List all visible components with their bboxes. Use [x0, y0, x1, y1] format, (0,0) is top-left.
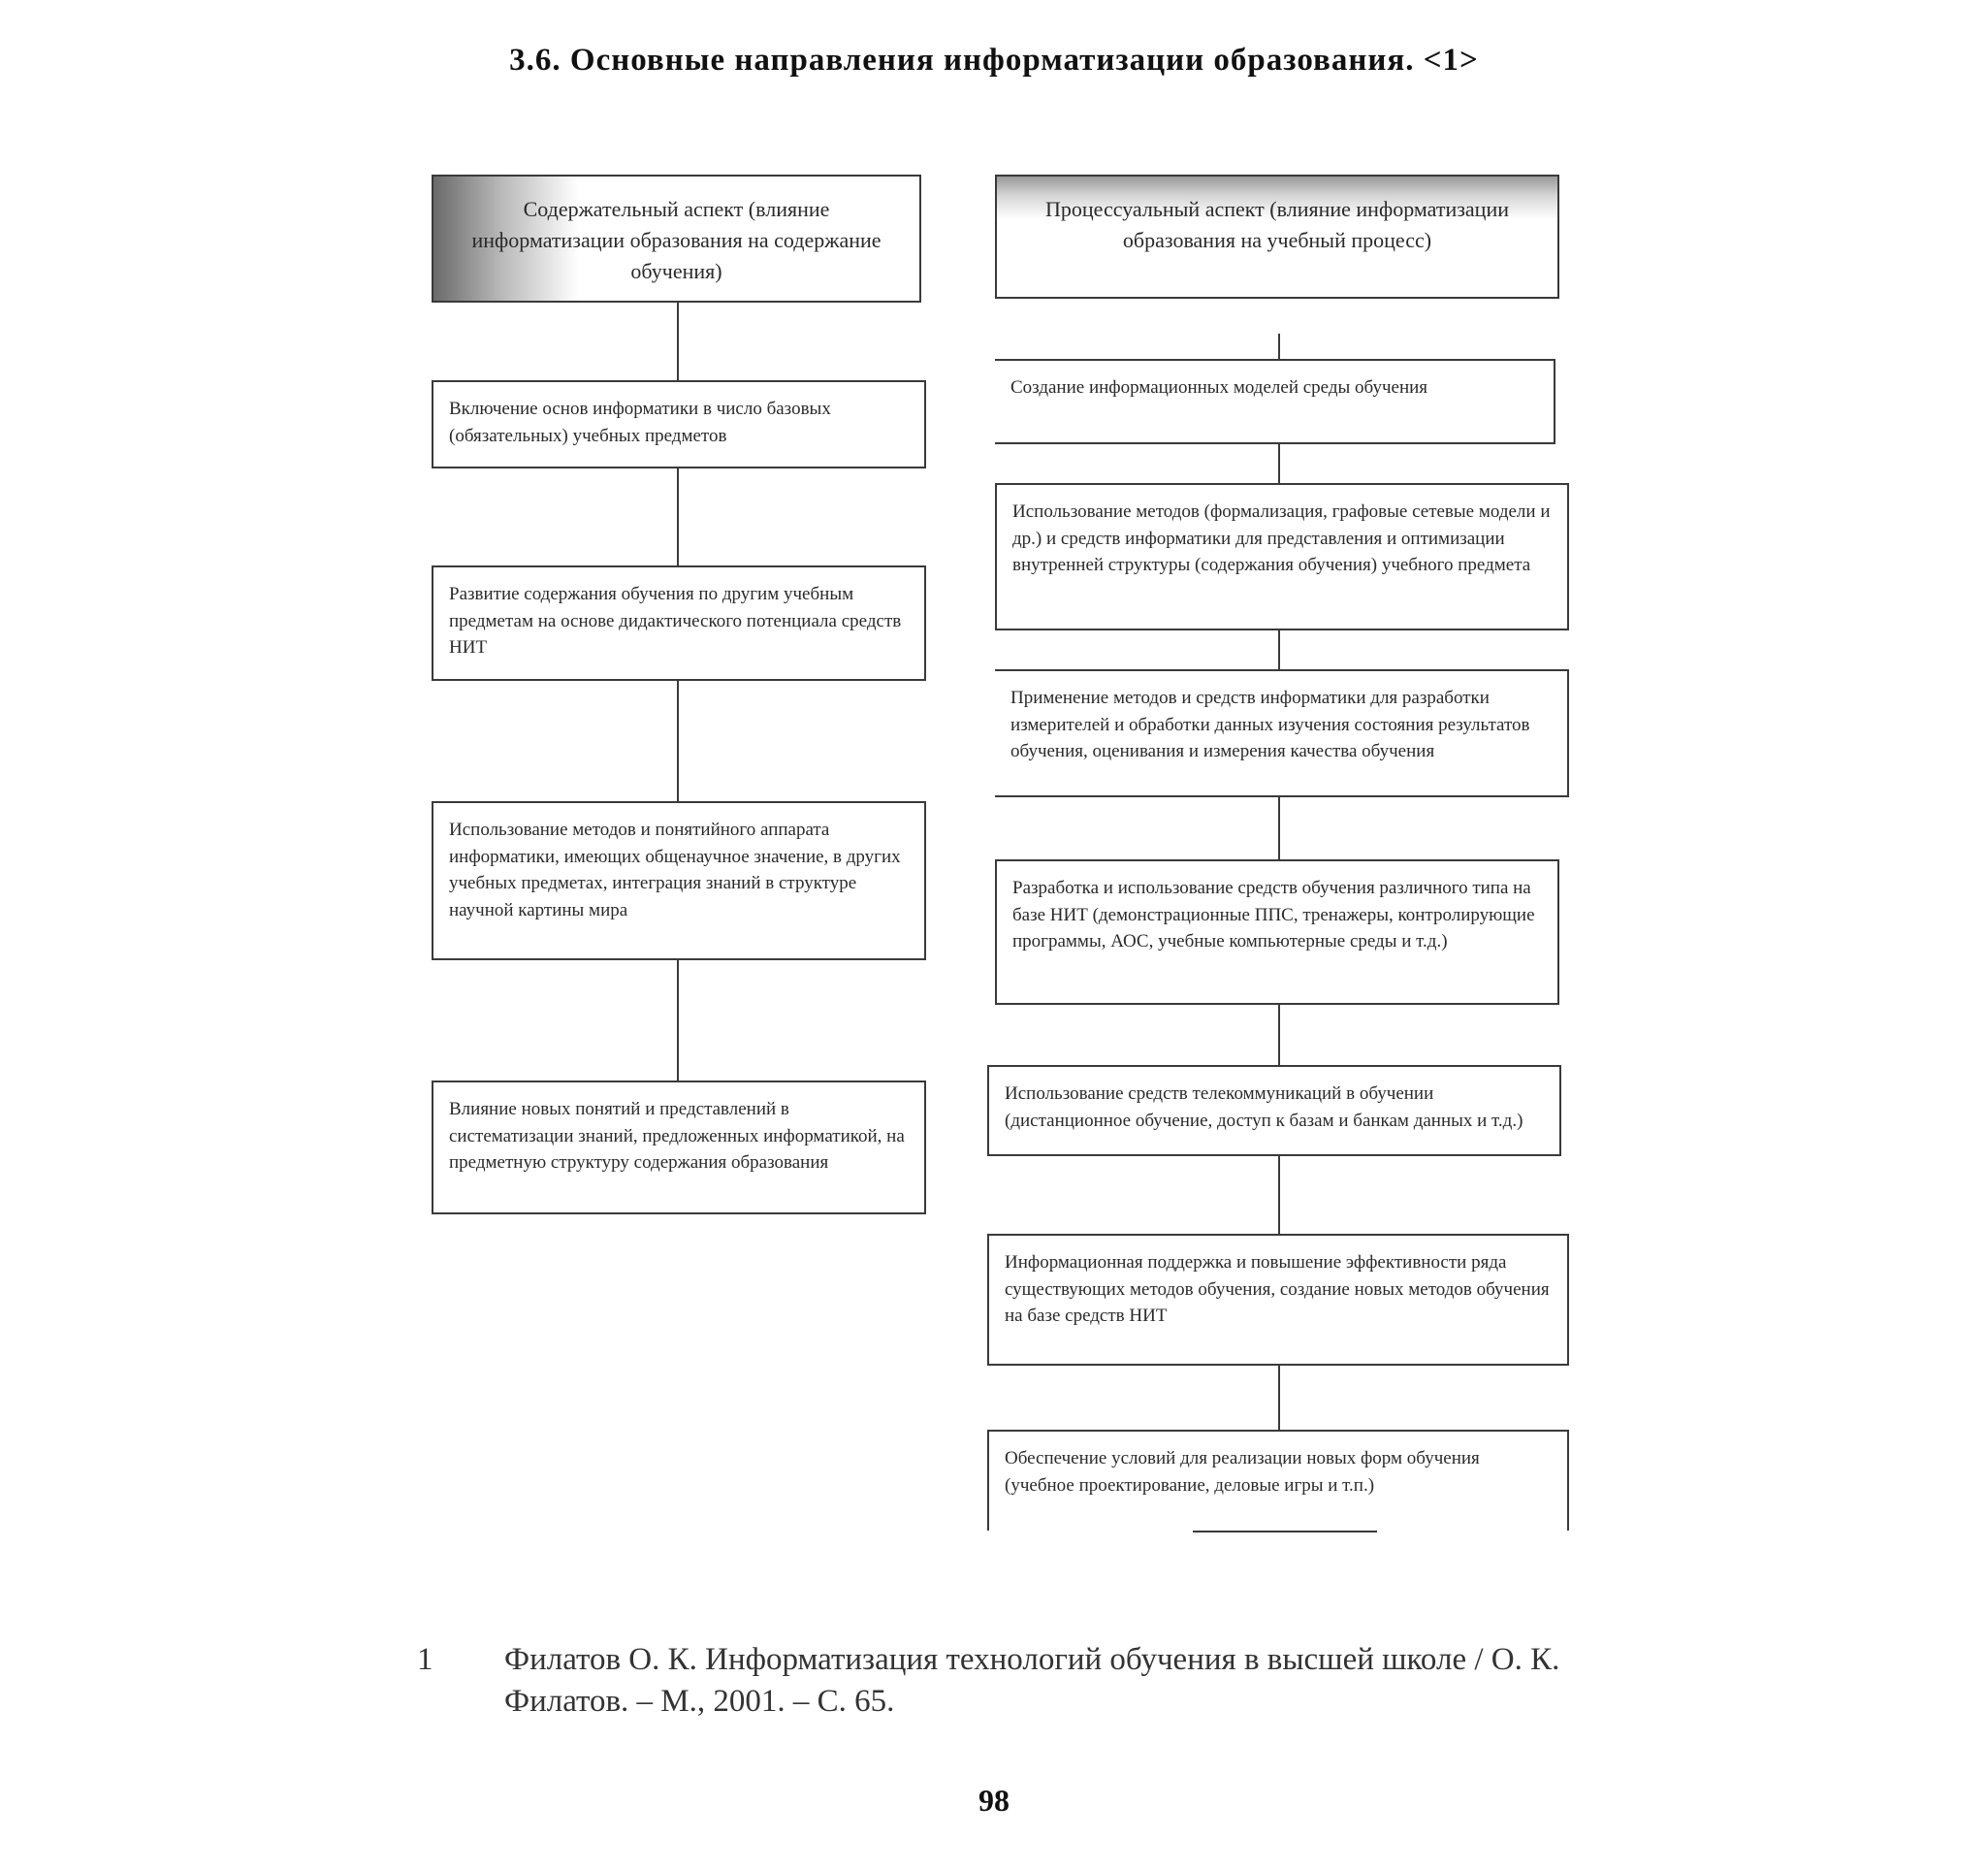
left-box-2: Развитие содержания обучения по другим учебным предметам на основе дидактического потенциала средств НИТ: [432, 565, 926, 681]
right-box-5: Использование средств телекоммуникаций в обучении (дистанционное обучение, доступ к базам и банкам данных и т.д.): [987, 1065, 1561, 1156]
right-box-3: Применение методов и средств информатики для разработки измерителей и обработки данных изучения состояния результатов обучения, оценивания и измерения качества обучения: [995, 669, 1569, 797]
connector-line: [677, 303, 679, 380]
connector-line: [1278, 1156, 1280, 1234]
connector-line: [1278, 630, 1280, 669]
connector-line: [1278, 797, 1280, 859]
connector-line: [1278, 1005, 1280, 1065]
footnote-text: Филатов О. К. Информатизация технологий обучения в высшей школе / О. К. Филатов. – М., 2001. – С. 65.: [504, 1642, 1560, 1719]
right-box-7: Обеспечение условий для реализации новых форм обучения (учебное проектирование, деловые игры и т.п.): [987, 1430, 1569, 1531]
left-box-4: Влияние новых понятий и представлений в систематизации знаний, предложенных информатикой, на предметную структуру содержания образования: [432, 1081, 926, 1214]
right-box-6: Информационная поддержка и повышение эффективности ряда существующих методов обучения, создание новых методов обучения на базе средств НИТ: [987, 1234, 1569, 1366]
left-box-1: Включение основ информатики в число базовых (обязательных) учебных предметов: [432, 380, 926, 468]
footnote-marker: 1: [417, 1642, 433, 1677]
right-box-4: Разработка и использование средств обучения различного типа на базе НИТ (демонстрационные ППС, тренажеры, контролирующие программы, АОС, учебные компьютерные среды и т.д.): [995, 859, 1559, 1005]
connector-line: [677, 468, 679, 565]
closing-rule: [1193, 1531, 1377, 1532]
page-number: 98: [978, 1783, 1010, 1818]
left-box-3: Использование методов и понятийного аппарата информатики, имеющих общенаучное значение, в других учебных предметах, интеграция знаний в структуре научной картины мира: [432, 801, 926, 960]
right-box-1: Создание информационных моделей среды обучения: [995, 359, 1555, 444]
connector-line: [1278, 1366, 1280, 1430]
connector-line: [1278, 334, 1280, 359]
page-title: 3.6. Основные направления информатизации образования. <1>: [509, 43, 1479, 78]
connector-line: [1278, 444, 1280, 483]
connector-line: [677, 681, 679, 801]
content-aspect-header: Содержательный аспект (влияние информатизации образования на содержание обучения): [432, 175, 921, 303]
right-box-2: Использование методов (формализация, графовые сетевые модели и др.) и средств информатики для представления и оптимизации внутренней структуры (содержания обучения) учебного предмета: [995, 483, 1569, 630]
connector-line: [677, 960, 679, 1081]
process-aspect-header: Процессуальный аспект (влияние информатизации образования на учебный процесс): [995, 175, 1559, 299]
